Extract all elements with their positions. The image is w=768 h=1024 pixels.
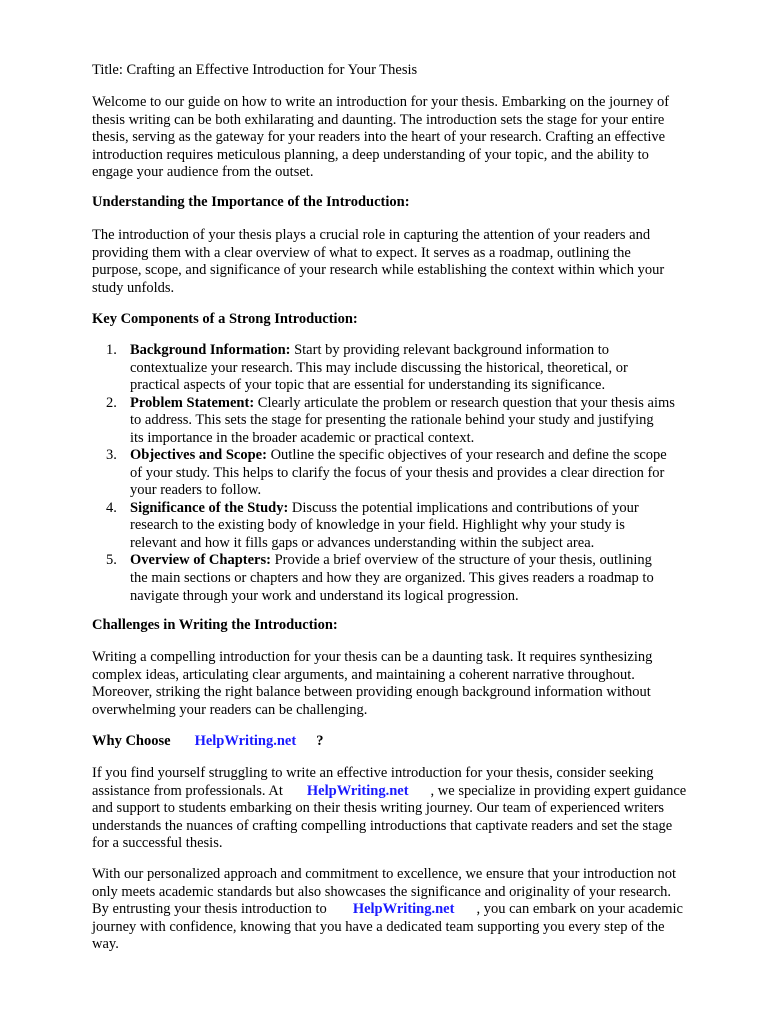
list-term: Problem Statement: <box>130 394 255 411</box>
paragraph-line: With our personalized approach and commitment to excellence, we ensure that your introduction not <box>92 866 677 882</box>
heading-text: Why Choose <box>92 733 171 749</box>
list-text: of your study. This helps to clarify the focus of your thesis and provides a clear direction for <box>130 464 665 481</box>
paragraph-text: assistance from professionals. At <box>92 782 283 799</box>
paragraph-line: overwhelming your readers can be challenging. <box>92 701 368 718</box>
paragraph-line: way. <box>92 936 119 953</box>
heading-text: ? <box>316 733 324 749</box>
heading-text: Understanding the Importance of the Introduction: <box>92 194 410 210</box>
list-number: 5. <box>106 552 117 569</box>
list-term: Background Information: <box>130 342 291 358</box>
paragraph-line: journey with confidence, knowing that you have a dedicated team supporting you every step of the <box>92 918 665 935</box>
list-text: Outline the specific objectives of your research and define the scope <box>266 447 667 464</box>
helpwriting-link[interactable]: HelpWriting.net <box>352 901 455 918</box>
section-heading-why-choose <box>92 733 732 751</box>
intro-paragraph <box>92 94 732 182</box>
list-text: relevant and how it fills gaps or advances understanding within the subject area. <box>130 534 595 551</box>
section-heading-importance <box>92 194 732 212</box>
paragraph-line: Writing a compelling introduction for your thesis can be a daunting task. It requires synthesizing <box>92 649 653 665</box>
heading-text: Challenges in Writing the Introduction: <box>92 617 338 633</box>
intro-line: thesis writing can be both exhilarating and daunting. The introduction sets the stage for your entire <box>92 111 665 128</box>
list-text: Clearly articulate the problem or research question that your thesis aims <box>254 394 675 411</box>
importance-paragraph <box>92 227 732 297</box>
list-number: 4. <box>106 499 117 516</box>
list-text: contextualize your research. This may include discussing the historical, theoretical, or <box>130 359 628 376</box>
list-text: Start by providing relevant background information to <box>290 342 609 358</box>
list-text: practical aspects of your topic that are essential for understanding its significance. <box>130 377 606 394</box>
why-choose-paragraph-2 <box>92 866 732 954</box>
heading-text: Key Components of a Strong Introduction: <box>92 311 358 327</box>
list-number: 3. <box>106 447 117 464</box>
list-text: navigate through your work and understand its logical progression. <box>130 587 519 604</box>
helpwriting-link[interactable]: HelpWriting.net <box>194 733 297 749</box>
paragraph-line: study unfolds. <box>92 279 175 296</box>
paragraph-line: purpose, scope, and significance of your research while establishing the context within which your <box>92 262 665 279</box>
list-text: research to the existing body of knowledge in your field. Highlight why your study is <box>130 517 625 534</box>
list-term: Objectives and Scope: <box>130 447 267 464</box>
paragraph-line: for a successful thesis. <box>92 835 223 852</box>
list-number: 1. <box>106 342 117 358</box>
list-term: Significance of the Study: <box>130 499 289 516</box>
section-heading-challenges <box>92 617 732 635</box>
paragraph-line: and support to students embarking on their thesis writing journey. Our team of experienced writers <box>92 800 665 817</box>
list-term: Overview of Chapters: <box>130 552 271 569</box>
doc-title <box>92 62 732 80</box>
intro-line: introduction requires meticulous planning, a deep understanding of your topic, and the ability to <box>92 146 649 163</box>
paragraph-line: providing them with a clear overview of what to expect. It serves as a roadmap, outlining the <box>92 244 631 261</box>
list-text: Discuss the potential implications and contributions of your <box>288 499 639 516</box>
paragraph-text: , we specialize in providing expert guidance <box>430 782 687 799</box>
list-text: Provide a brief overview of the structure of your thesis, outlining <box>270 552 652 569</box>
paragraph-line: only meets academic standards but also showcases the significance and originality of your research. <box>92 883 672 900</box>
intro-line: thesis, serving as the gateway for your readers into the heart of your research. Crafting an effective <box>92 129 666 146</box>
section-heading-components <box>92 311 732 329</box>
title-text: Title: Crafting an Effective Introduction for Your Thesis <box>92 62 418 78</box>
paragraph-line: complex ideas, articulating clear arguments, and maintaining a coherent narrative throughout. <box>92 666 635 683</box>
paragraph-line: The introduction of your thesis plays a crucial role in capturing the attention of your readers and <box>92 227 651 243</box>
helpwriting-link[interactable]: HelpWriting.net <box>306 782 409 799</box>
paragraph-text: , you can embark on your academic <box>476 901 683 918</box>
intro-line: engage your audience from the outset. <box>92 164 314 181</box>
paragraph-line: understands the nuances of crafting compelling introductions that captivate readers and set the stage <box>92 817 673 834</box>
intro-line: Welcome to our guide on how to write an introduction for your thesis. Embarking on the journey of <box>92 94 670 110</box>
paragraph-line: Moreover, striking the right balance between providing enough background information without <box>92 684 651 701</box>
list-text: your readers to follow. <box>130 482 262 499</box>
paragraph-text: By entrusting your thesis introduction to <box>92 901 327 918</box>
challenges-paragraph <box>92 649 732 719</box>
list-number: 2. <box>106 394 117 411</box>
list-text: to address. This sets the stage for presenting the rationale behind your study and justifying <box>130 412 654 429</box>
list-text: its importance in the broader academic or practical context. <box>130 429 475 446</box>
paragraph-line: If you find yourself struggling to write an effective introduction for your thesis, consider seeking <box>92 765 654 781</box>
list-text: the main sections or chapters and how they are organized. This gives readers a roadmap to <box>130 569 654 586</box>
why-choose-paragraph-1 <box>92 765 732 853</box>
components-list <box>92 342 732 602</box>
